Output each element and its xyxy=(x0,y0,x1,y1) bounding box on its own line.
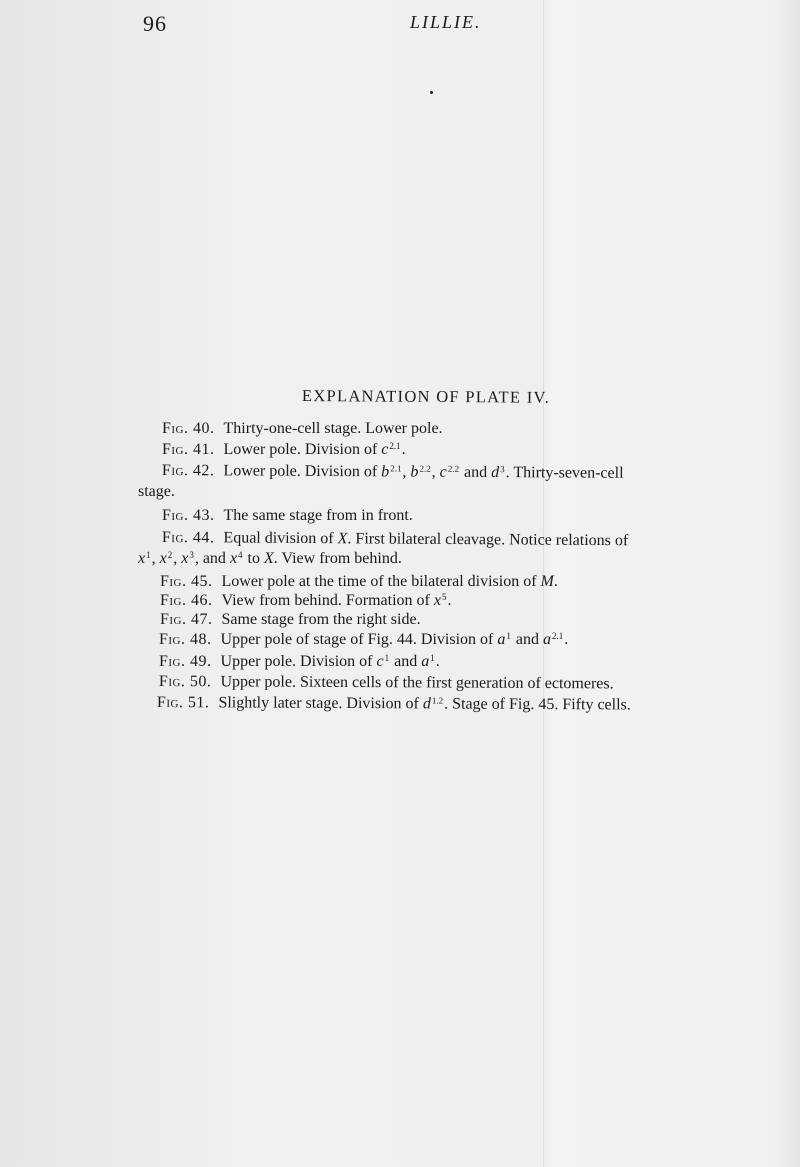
caption-text: Equal division of xyxy=(223,529,338,548)
cell-symbol: c xyxy=(376,653,384,670)
cell-superscript: 1 xyxy=(384,653,390,663)
cell-symbol: M xyxy=(540,573,554,590)
caption-fig-46 xyxy=(160,592,451,610)
fig-label: Fig. 45. xyxy=(160,573,213,590)
cell-symbol: x xyxy=(138,550,146,567)
caption-tail: . xyxy=(564,631,569,648)
cell-superscript: 5 xyxy=(441,592,447,602)
fig-label: Fig. 42. xyxy=(161,462,215,480)
cell-superscript: 1 xyxy=(146,550,151,560)
cell-symbol: x xyxy=(433,592,441,609)
cell-superscript: 4 xyxy=(238,550,243,560)
caption-text: Slightly later stage. Division of xyxy=(218,694,423,713)
fig-label: Fig. 46. xyxy=(160,592,213,609)
cell-superscript: 3 xyxy=(189,550,194,560)
caption-mid: and xyxy=(511,631,543,648)
cell-superscript: 1 xyxy=(506,631,511,641)
caption-tail: . First bilateral cleavage. Notice relations of xyxy=(347,530,629,550)
caption-fig-48 xyxy=(159,631,568,649)
cell-symbol: X xyxy=(264,550,274,567)
caption-fig-40 xyxy=(162,420,443,438)
caption-fig-42 xyxy=(162,462,624,483)
caption-tail: . View from behind. xyxy=(273,550,402,567)
caption-mid: , and xyxy=(194,550,230,567)
caption-fig-47 xyxy=(160,611,421,629)
cell-superscript: 2.1 xyxy=(551,631,564,641)
cell-symbol: a xyxy=(497,631,506,648)
fig-label: Fig. 50. xyxy=(158,673,212,691)
cell-symbol: c xyxy=(439,463,447,481)
caption-mid: and xyxy=(390,653,422,670)
caption-fig-43 xyxy=(162,507,413,525)
caption-fig-51 xyxy=(157,694,631,714)
caption-tail: . xyxy=(447,592,452,609)
cell-symbol: a xyxy=(421,653,430,670)
cell-superscript: 2 xyxy=(167,550,173,560)
cell-symbol: a xyxy=(542,631,551,648)
fig-label: Fig. 43. xyxy=(162,507,215,524)
cell-symbol: x xyxy=(159,550,167,567)
cell-symbol: d xyxy=(491,464,500,482)
caption-fig-44-continuation: $x^1$, $x^2$, $x^3$, and $x^4$ to X. View from behind. xyxy=(138,550,402,567)
cell-superscript: 2.2 xyxy=(447,463,460,474)
cell-superscript: 1 xyxy=(430,653,435,663)
cell-symbol: X xyxy=(337,530,348,548)
caption-text: Thirty-one-cell stage. Lower pole. xyxy=(223,420,443,437)
fig-label: Fig. 44. xyxy=(161,529,215,547)
cell-superscript: 2.1 xyxy=(390,463,402,474)
fig-label: Fig. 49. xyxy=(159,653,212,670)
caption-fig-45 xyxy=(160,573,558,591)
caption-text: View from behind. Formation of xyxy=(221,592,434,609)
caption-fig-49 xyxy=(159,653,440,671)
cell-symbol: b xyxy=(410,463,419,481)
caption-text: Lower pole. Division of xyxy=(223,441,382,458)
caption-tail: . Stage of Fig. 45. Fifty cells. xyxy=(444,695,631,714)
cell-superscript: 2.1 xyxy=(389,441,401,451)
caption-tail: . Thirty-seven-cell xyxy=(505,464,624,482)
caption-tail: . xyxy=(401,441,406,458)
cell-symbol: b xyxy=(381,463,390,481)
caption-mid: and xyxy=(460,463,492,482)
caption-text: Upper pole. Sixteen cells of the first generation of ectomeres. xyxy=(220,673,614,693)
caption-mid: , xyxy=(431,463,440,481)
caption-mid: to xyxy=(243,550,264,567)
caption-tail: . xyxy=(553,573,558,590)
fig-label: Fig. 47. xyxy=(160,611,213,628)
page-number: 96 xyxy=(143,11,167,36)
caption-text: Lower pole at the time of the bilateral division of xyxy=(221,573,541,590)
cell-superscript: 1.2 xyxy=(431,695,444,706)
caption-text: Upper pole. Division of xyxy=(220,653,377,670)
caption-text: Same stage from the right side. xyxy=(221,611,421,628)
cell-symbol: x xyxy=(229,550,238,567)
caption-mid: , xyxy=(402,463,411,481)
running-head: LILLIE. xyxy=(410,12,482,32)
caption-tail: . xyxy=(435,653,440,670)
cell-symbol: x xyxy=(181,550,189,567)
cell-symbol: d xyxy=(422,695,431,713)
caption-text: Lower pole. Division of xyxy=(223,462,382,481)
caption-text: The same stage from in front. xyxy=(223,507,413,524)
fig-label: Fig. 41. xyxy=(162,441,215,458)
cell-superscript: 3 xyxy=(500,464,505,475)
caption-fig-41 xyxy=(162,441,406,459)
fig-label: Fig. 40. xyxy=(162,420,215,437)
caption-fig-42-continuation: stage. xyxy=(138,483,175,500)
fig-label: Fig. 51. xyxy=(156,694,210,712)
cell-symbol: c xyxy=(381,441,389,458)
caption-text: Upper pole of stage of Fig. 44. Division of xyxy=(220,631,498,648)
plate-explanation-title: EXPLANATION OF PLATE IV. xyxy=(301,386,551,407)
cell-superscript: 2.2 xyxy=(419,463,431,474)
caption-fig-50 xyxy=(159,673,614,693)
fig-label: Fig. 48. xyxy=(159,631,212,648)
caption-fig-44 xyxy=(162,529,628,550)
